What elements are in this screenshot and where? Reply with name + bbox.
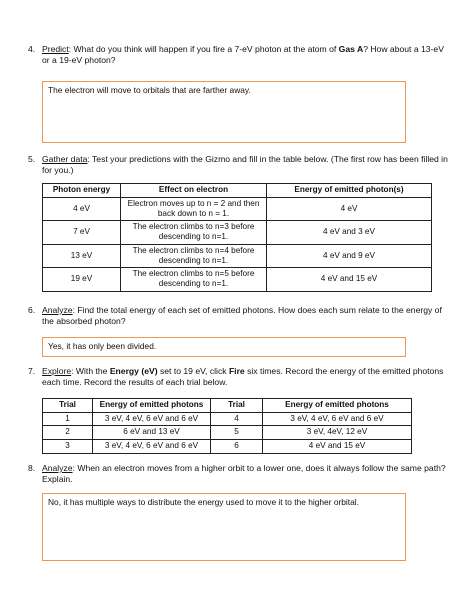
table-row [43,268,432,292]
table-cell: 6 [211,439,263,453]
table-row [43,197,432,221]
column-header: Trial [211,399,263,413]
table-cell: 3 [43,439,93,453]
question-8 [28,463,448,485]
question-label: Explore [42,366,72,376]
question-number: 4. [28,44,36,54]
trials-table [42,398,412,454]
table-cell: Electron moves up to n = 2 and then back down to n = 1. [121,197,267,221]
table-row [43,244,432,268]
question-text: Analyze: Find the total energy of each set of emitted photons. How does each sum relate to the energy of the absorbed photon? [42,305,442,327]
table-cell[interactable]: 13 eV [43,244,121,268]
question-text: Analyze: When an electron moves from a higher orbit to a lower one, does it always follow the same path? Explain. [42,463,446,485]
table-cell[interactable]: 6 eV and 13 eV [93,426,211,440]
answer-box[interactable] [42,81,406,143]
answer-box[interactable] [42,493,406,561]
table-cell[interactable]: The electron climbs to n=3 before descending to n=1. [121,221,267,245]
column-header: Effect on electron [121,184,267,198]
table-cell: 4 eV [43,197,121,221]
table-cell[interactable]: 4 eV and 15 eV [267,268,432,292]
column-header: Photon energy [43,184,121,198]
question-label: Predict [42,44,69,54]
column-header: Energy of emitted photons [263,399,412,413]
table-header-row [43,399,412,413]
table-cell[interactable]: 3 eV, 4 eV, 6 eV and 6 eV [263,412,412,426]
table-header-row [43,184,432,198]
table-cell: 2 [43,426,93,440]
question-7 [28,366,448,388]
table-cell[interactable]: 3 eV, 4 eV, 6 eV and 6 eV [93,412,211,426]
table-cell[interactable]: 4 eV and 9 eV [267,244,432,268]
question-label: Analyze [42,305,73,315]
answer-text: The electron will move to orbitals that are farther away. [48,85,251,95]
question-text: Predict: What do you think will happen if you fire a 7-eV photon at the atom of Gas A? How about a 13-eV or a 19-eV photon? [42,44,444,66]
question-6 [28,305,448,327]
question-4 [28,44,448,66]
answer-text: No, it has multiple ways to distribute the energy used to move it to the higher orbital. [48,497,359,507]
answer-box[interactable] [42,337,406,357]
table-cell: 4 eV [267,197,432,221]
table-cell[interactable]: 4 eV and 3 eV [267,221,432,245]
answer-text: Yes, it has only been divided. [48,341,157,351]
question-number: 6. [28,305,36,315]
table-row [43,439,412,453]
column-header: Trial [43,399,93,413]
column-header: Energy of emitted photon(s) [267,184,432,198]
data-table [42,183,432,292]
table-row [43,426,412,440]
table-cell[interactable]: 4 eV and 15 eV [263,439,412,453]
question-label: Analyze [42,463,73,473]
question-text: Gather data: Test your predictions with the Gizmo and fill in the table below. (The first row has been filled in for you.) [42,154,448,176]
table-cell: 5 [211,426,263,440]
table-row [43,221,432,245]
table-cell[interactable]: 19 eV [43,268,121,292]
table-row [43,412,412,426]
question-number: 7. [28,366,36,376]
table-cell[interactable]: The electron climbs to n=4 before descending to n=1. [121,244,267,268]
table-cell: 4 [211,412,263,426]
question-number: 8. [28,463,36,473]
question-5 [28,154,448,176]
table-cell[interactable]: 3 eV, 4 eV, 6 eV and 6 eV [93,439,211,453]
question-text: Explore: With the Energy (eV) set to 19 eV, click Fire six times. Record the energy of the emitted photons each time. Record the results of each trial below. [42,366,444,388]
table-cell: 1 [43,412,93,426]
table-cell[interactable]: The electron climbs to n=5 before descending to n=1. [121,268,267,292]
question-label: Gather data [42,154,88,164]
table-cell[interactable]: 3 eV, 4eV, 12 eV [263,426,412,440]
column-header: Energy of emitted photons [93,399,211,413]
table-cell[interactable]: 7 eV [43,221,121,245]
question-number: 5. [28,154,36,164]
